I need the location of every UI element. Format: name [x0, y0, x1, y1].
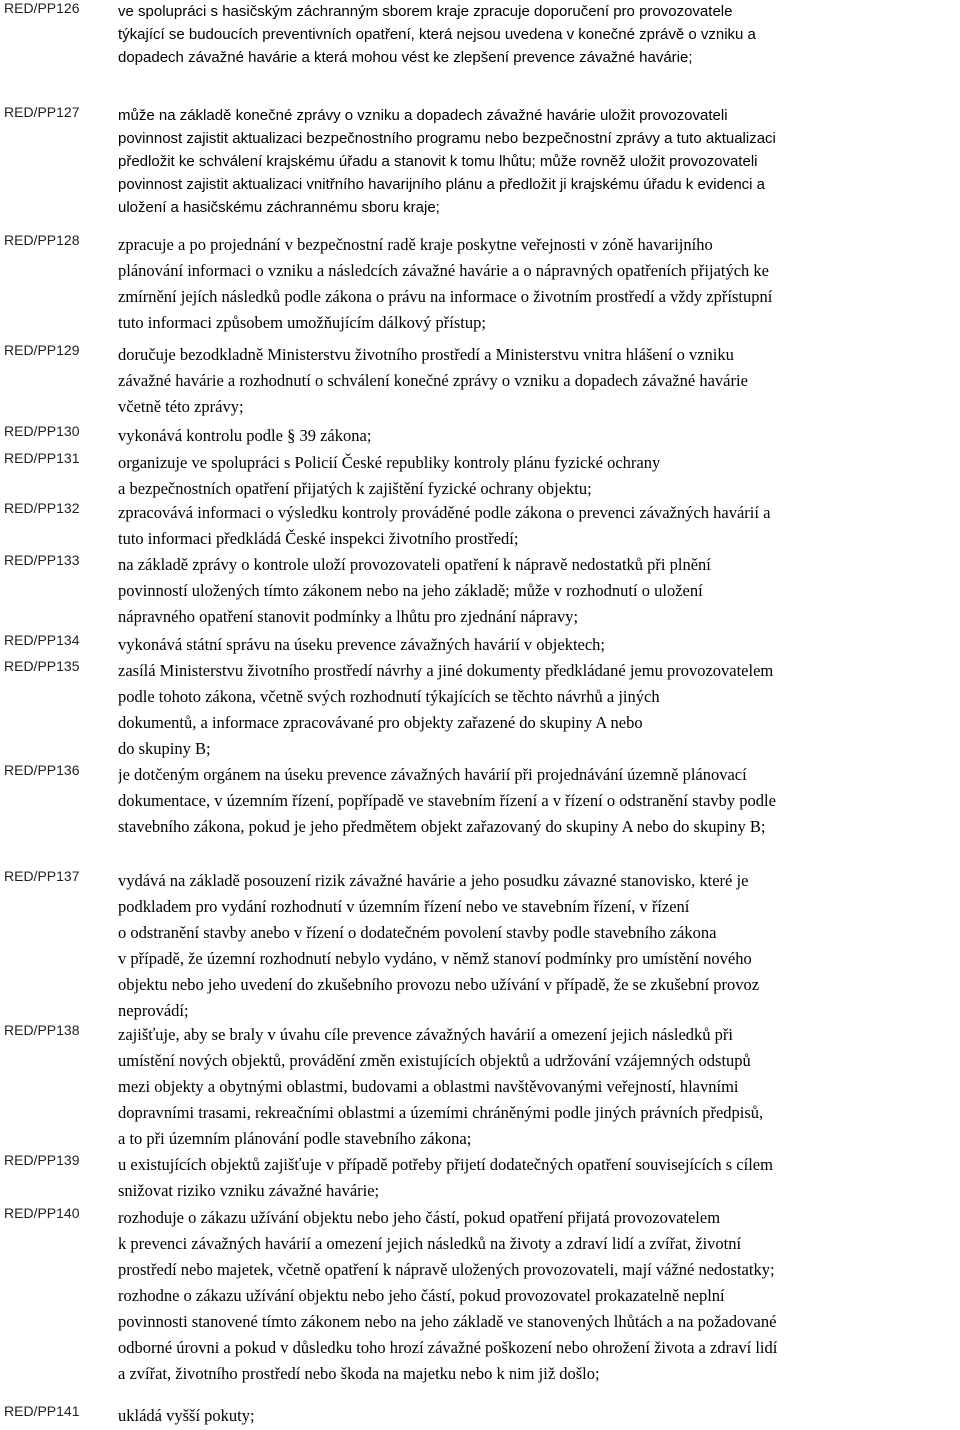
- text-line: na základě zprávy o kontrole uloží provozovateli opatření k nápravě nedostatků při plnění: [118, 555, 711, 574]
- paragraph-id: RED/PP135: [4, 658, 80, 674]
- text-line: může na základě konečné zprávy o vzniku a dopadech závažné havárie uložit provozovateli: [118, 107, 728, 124]
- paragraph-id: RED/PP132: [4, 500, 80, 516]
- paragraph-id: RED/PP136: [4, 762, 80, 778]
- text-line: plánování informaci o vzniku a následcích závažné havárie a o nápravných opatřeních přijatých ke: [118, 261, 770, 280]
- paragraph-id: RED/PP128: [4, 232, 80, 248]
- text-line: nápravného opatření stanovit podmínky a lhůtu pro zjednání nápravy;: [118, 607, 579, 626]
- text-line: zasílá Ministerstvu životního prostředí návrhy a jiné dokumenty předkládané jemu provozovatelem: [118, 661, 774, 680]
- text-line: zpracuje a po projednání v bezpečnostní radě kraje poskytne veřejnosti v zóně havarijního: [118, 235, 713, 254]
- paragraph-text: [118, 500, 956, 552]
- paragraph-id: RED/PP126: [4, 0, 80, 16]
- paragraph-id: RED/PP130: [4, 423, 80, 439]
- paragraph-id: RED/PP140: [4, 1205, 80, 1221]
- text-line: a zvířat, životního prostředí nebo škoda na majetku nebo k nim již došlo;: [118, 1364, 600, 1383]
- text-line: zmírnění jejích následků podle zákona o právu na informace o životním prostředí a vždy zpřístupní: [118, 287, 773, 306]
- text-line: v případě, že územní rozhodnutí nebylo vydáno, v němž stanoví podmínky pro umístění nového: [118, 949, 752, 968]
- text-line: tuto informaci předkládá České inspekci životního prostředí;: [118, 529, 519, 548]
- paragraph-text: [118, 342, 956, 420]
- text-line: dokumentace, v územním řízení, popřípadě ve stavebním řízení a v řízení o odstranění stavby podle: [118, 791, 776, 810]
- text-line: včetně této zprávy;: [118, 397, 244, 416]
- text-line: objektu nebo jeho uvedení do zkušebního provozu nebo užívání v případě, že se zkušební provoz: [118, 975, 760, 994]
- text-line: mezi objekty a obytnými oblastmi, budovami a oblastmi navštěvovanými veřejností, hlavními: [118, 1077, 739, 1096]
- text-line: umístění nových objektů, provádění změn existujících objektů a udržování vzájemných odstupů: [118, 1051, 751, 1070]
- paragraph-id: RED/PP137: [4, 868, 80, 884]
- text-line: stavebního zákona, pokud je jeho předmětem objekt zařazovaný do skupiny A nebo do skupiny B;: [118, 817, 766, 836]
- text-line: neprovádí;: [118, 1001, 189, 1020]
- text-line: uložení a hasičskému záchrannému sboru kraje;: [118, 199, 440, 216]
- paragraph-text: [118, 0, 956, 69]
- paragraph-text: [118, 1152, 956, 1204]
- text-line: odborné úrovni a pokud v důsledku toho hrozí závažné poškození nebo ohrožení života a zdraví lidí: [118, 1338, 778, 1357]
- text-line: povinnosti stanovené tímto zákonem nebo na jeho základě ve stanovených lhůtách a na požadované: [118, 1312, 777, 1331]
- paragraph-id: RED/PP134: [4, 632, 80, 648]
- text-line: předložit ke schválení krajskému úřadu a stanovit k tomu lhůtu; může rovněž uložit provozovateli: [118, 153, 758, 170]
- text-line: a bezpečnostních opatření přijatých k zajištění fyzické ochrany objektu;: [118, 479, 592, 498]
- paragraph-id: RED/PP127: [4, 104, 80, 120]
- paragraph-text: [118, 232, 956, 336]
- text-line: snižovat riziko vzniku závažné havárie;: [118, 1181, 380, 1200]
- paragraph-text: [118, 1022, 956, 1152]
- paragraph-text: [118, 632, 956, 658]
- text-line: podkladem pro vydání rozhodnutí v územním řízení nebo ve stavebním řízení, v řízení: [118, 897, 690, 916]
- paragraph-text: [118, 762, 956, 840]
- paragraph-text: [118, 450, 956, 502]
- paragraph-id: RED/PP133: [4, 552, 80, 568]
- text-line: k prevenci závažných havárií a omezení jejich následků na životy a zdraví lidí a zvířat, životní: [118, 1234, 742, 1253]
- text-line: vykonává kontrolu podle § 39 zákona;: [118, 426, 372, 445]
- text-line: do skupiny B;: [118, 739, 211, 758]
- paragraph-text: [118, 658, 956, 762]
- text-line: u existujících objektů zajišťuje v případě potřeby přijetí dodatečných opatření souvisejících s cílem: [118, 1155, 773, 1174]
- paragraph-id: RED/PP129: [4, 342, 80, 358]
- text-line: týkající se budoucích preventivních opatření, která nejsou uvedena v konečné zprávě o vzniku a: [118, 26, 756, 43]
- text-line: dokumentů, a informace zpracovávané pro objekty zařazené do skupiny A nebo: [118, 713, 643, 732]
- paragraph-id: RED/PP138: [4, 1022, 80, 1038]
- text-line: tuto informaci způsobem umožňujícím dálkový přístup;: [118, 313, 486, 332]
- text-line: dopravními trasami, rekreačními oblastmi a územími chráněnými podle jiných právních předpisů,: [118, 1103, 764, 1122]
- text-line: podle tohoto zákona, včetně svých rozhodnutí týkajících se těchto návrhů a jiných: [118, 687, 660, 706]
- text-line: je dotčeným orgánem na úseku prevence závažných havárií při projednávání územně plánovací: [118, 765, 747, 784]
- paragraph-text: [118, 1205, 956, 1387]
- text-line: doručuje bezodkladně Ministerstvu životního prostředí a Ministerstvu vnitra hlášení o vzniku: [118, 345, 734, 364]
- text-line: zpracovává informaci o výsledku kontroly prováděné podle zákona o prevenci závažných havárií a: [118, 503, 771, 522]
- paragraph-text: [118, 104, 956, 219]
- paragraph-id: RED/PP141: [4, 1403, 80, 1419]
- text-line: rozhodne o zákazu užívání objektu nebo jeho částí, pokud provozovatel prokazatelně neplní: [118, 1286, 725, 1305]
- text-line: a to při územním plánování podle stavebního zákona;: [118, 1129, 472, 1148]
- text-line: ve spolupráci s hasičským záchranným sborem kraje zpracuje doporučení pro provozovatele: [118, 3, 733, 20]
- text-line: ukládá vyšší pokuty;: [118, 1406, 255, 1425]
- paragraph-id: RED/PP131: [4, 450, 80, 466]
- text-line: o odstranění stavby anebo v řízení o dodatečném povolení stavby podle stavebního zákona: [118, 923, 717, 942]
- text-line: povinnost zajistit aktualizaci vnitřního havarijního plánu a předložit ji krajskému úřadu k evidenci a: [118, 176, 766, 193]
- text-line: vydává na základě posouzení rizik závažné havárie a jeho posudku závazné stanovisko, které je: [118, 871, 749, 890]
- text-line: povinnost zajistit aktualizaci bezpečnostního programu nebo bezpečnostní zprávy a tuto aktualizaci: [118, 130, 776, 147]
- paragraph-text: [118, 868, 956, 1024]
- text-line: povinností uložených tímto zákonem nebo na jeho základě; může v rozhodnutí o uložení: [118, 581, 703, 600]
- text-line: zajišťuje, aby se braly v úvahu cíle prevence závažných havárií a omezení jejich následků při: [118, 1025, 733, 1044]
- paragraph-text: [118, 423, 956, 449]
- text-line: závažné havárie a rozhodnutí o schválení konečné zprávy o vzniku a dopadech závažné havárie: [118, 371, 748, 390]
- paragraph-text: [118, 552, 956, 630]
- text-line: dopadech závažné havárie a která mohou vést ke zlepšení prevence závažné havárie;: [118, 49, 693, 66]
- text-line: prostředí nebo majetek, včetně opatření k nápravě uložených provozovateli, mají vážné nedostatky;: [118, 1260, 775, 1279]
- paragraph-id: RED/PP139: [4, 1152, 80, 1168]
- paragraph-text: [118, 1403, 956, 1429]
- text-line: vykonává státní správu na úseku prevence závažných havárií v objektech;: [118, 635, 606, 654]
- text-line: organizuje ve spolupráci s Policií České republiky kontroly plánu fyzické ochrany: [118, 453, 661, 472]
- text-line: rozhoduje o zákazu užívání objektu nebo jeho částí, pokud opatření přijatá provozovatelem: [118, 1208, 721, 1227]
